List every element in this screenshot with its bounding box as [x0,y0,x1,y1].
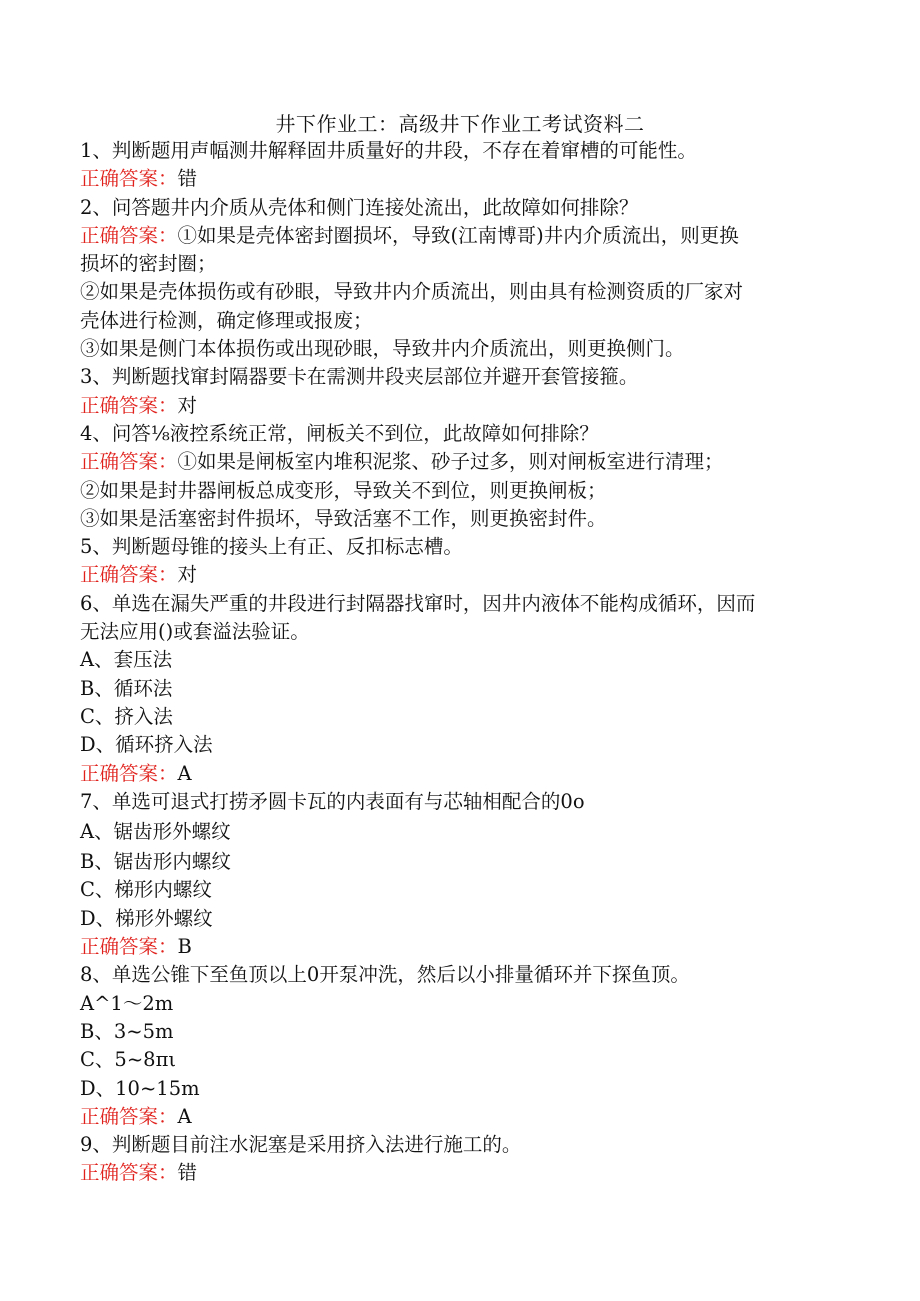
answer-label: 正确答案： [80,761,178,785]
answer-value: B [177,935,192,959]
answer-value: 错 [177,1161,198,1185]
answer-label: 正确答案： [80,167,178,191]
document-title: 井下作业工：高级井下作业工考试资料二 [275,112,645,136]
question-stem-continuation: 无法应用()或套溢法验证。 [80,620,310,644]
answer-text: ①如果是壳体密封圈损坏，导致(江南博哥)井内介质流出，则更换 [177,223,739,247]
option-b: B、3~5m [80,1019,174,1043]
option-a: A、套压法 [80,648,173,672]
answer-continuation: ③如果是活塞密封件损坏，导致活塞不工作，则更换密封件。 [80,506,607,530]
question-stem: 4、问答⅛液控系统正常，闸板关不到位，此故障如何排除？ [80,421,599,445]
option-a: A^1～2m [80,991,174,1015]
answer-label: 正确答案： [80,1104,178,1128]
answer-label: 正确答案： [80,1161,178,1185]
answer-label: 正确答案： [80,450,178,474]
question-stem: 7、单选可退式打捞矛圆卡瓦的内表面有与芯轴相配合的0o [80,789,585,813]
answer-line [80,448,860,476]
question-stem: 2、问答题井内介质从壳体和侧门连接处流出，此故障如何排除？ [80,195,639,219]
answer-continuation: ②如果是壳体损伤或有砂眼，导致井内介质流出，则由具有检测资质的厂家对 [80,280,744,304]
answer-continuation: 壳体进行检测，确定修理或报废； [80,308,373,332]
option-b: B、循环法 [80,676,173,700]
answer-continuation: ②如果是封井器闸板总成变形，导致关不到位，则更换闸板； [80,478,607,502]
option-b: B、锯齿形内螺纹 [80,850,231,874]
option-d: D、梯形外螺纹 [80,906,213,930]
answer-line [80,1103,860,1131]
option-d: D、循环挤入法 [80,733,213,757]
answer-line [80,760,860,788]
option-d: D、10~15m [80,1076,200,1100]
question-stem: 6、单选在漏失严重的井段进行封隔器找窜时，因井内液体不能构成循环，因而 [80,591,756,615]
answer-value: 错 [177,167,198,191]
answer-value: 对 [177,563,198,587]
answer-line [80,933,860,961]
answer-line [80,222,860,250]
answer-label: 正确答案： [80,223,178,247]
answer-value: A [177,761,192,785]
answer-line [80,392,860,420]
option-c: C、梯形内螺纹 [80,878,212,902]
question-list [80,137,860,1188]
answer-label: 正确答案： [80,393,178,417]
answer-line [80,165,860,193]
answer-continuation: ③如果是侧门本体损伤或出现砂眼，导致井内介质流出，则更换侧门。 [80,337,685,361]
answer-line [80,1159,860,1187]
option-a: A、锯齿形外螺纹 [80,820,231,844]
answer-text: ①如果是闸板室内堆积泥浆、砂子过多，则对闸板室进行清理； [177,450,724,474]
question-stem: 5、判断题母锥的接头上有正、反扣标志槽。 [80,535,463,559]
answer-value: A [177,1104,192,1128]
option-c: C、5~8πι [80,1048,177,1072]
question-stem: 8、单选公锥下至鱼顶以上0开泵冲洗，然后以小排量循环并下探鱼顶。 [80,963,690,987]
question-stem: 1、判断题用声幅测井解释固井质量好的井段，不存在着窜槽的可能性。 [80,139,697,162]
option-c: C、挤入法 [80,704,173,728]
answer-value: 对 [177,393,198,417]
answer-label: 正确答案： [80,935,178,959]
question-stem: 9、判断题目前注水泥塞是采用挤入法进行施工的。 [80,1133,522,1157]
answer-line [80,561,860,589]
question-stem: 3、判断题找窜封隔器要卡在需测井段夹层部位并避开套管接箍。 [80,365,639,389]
answer-continuation: 损坏的密封圈； [80,252,217,276]
answer-label: 正确答案： [80,563,178,587]
